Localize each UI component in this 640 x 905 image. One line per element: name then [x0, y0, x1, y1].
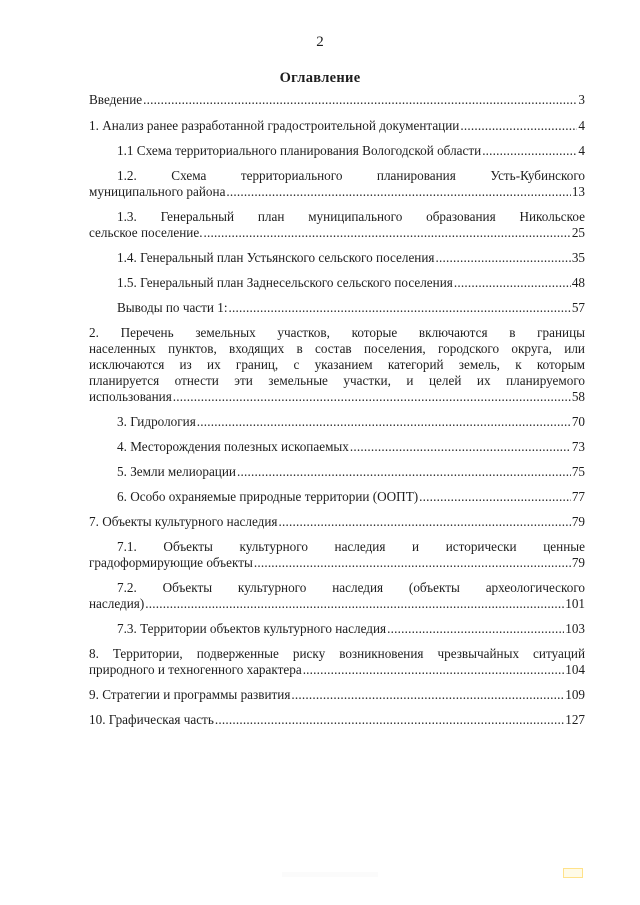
toc-page-number: 109	[565, 687, 585, 702]
toc-entry-label: муниципального района	[89, 184, 226, 199]
toc-entry-label: 5. Земли мелиорации	[117, 464, 236, 479]
toc-page-number: 25	[571, 225, 585, 240]
scan-smudge	[282, 872, 378, 877]
toc-entry-label: использования	[89, 389, 172, 404]
toc-page-number: 127	[565, 712, 585, 727]
toc-entry-label-line1: 7.1. Объекты культурного наследия и исторически ценные	[117, 539, 585, 554]
toc-entry-section-6[interactable]	[89, 489, 585, 505]
dot-leader	[254, 555, 571, 571]
toc-page-number: 73	[571, 439, 585, 454]
dot-leader	[303, 662, 565, 678]
toc-entry-label: 6. Особо охраняемые природные территории (ООПТ)	[117, 489, 419, 504]
toc-entry-section-1-4[interactable]	[89, 250, 585, 266]
toc-page-number: 57	[571, 300, 585, 315]
toc-page-number: 4	[578, 118, 585, 133]
toc-page-number: 103	[565, 621, 585, 636]
toc-entry-label: 7. Объекты культурного наследия	[89, 514, 278, 529]
toc-entry-section-1-3[interactable]	[89, 209, 585, 241]
dot-leader	[454, 275, 571, 291]
dot-leader	[226, 184, 570, 200]
page-number: 2	[316, 34, 324, 50]
toc-page-number: 3	[578, 92, 585, 107]
toc-page-number: 79	[571, 555, 585, 570]
dot-leader	[143, 92, 577, 108]
toc-entry-label: 9. Стратегии и программы развития	[89, 687, 291, 702]
toc-page-number: 13	[571, 184, 585, 199]
toc-entry-label: 1. Анализ ранее разработанной градостроительной документации	[89, 118, 460, 133]
toc-entry-label-line2: населенных пунктов, входящих в состав поселения, городского округа, или	[89, 341, 585, 356]
toc-entry-section-1-2[interactable]	[89, 168, 585, 200]
toc-entry-section-1-5[interactable]	[89, 275, 585, 291]
toc-entry-section-4[interactable]	[89, 439, 585, 455]
toc-entry-label: Введение	[89, 92, 143, 107]
toc-entry-section-7[interactable]	[89, 514, 585, 530]
table-of-contents	[89, 90, 585, 728]
dot-leader	[460, 118, 577, 134]
toc-entry-section-1-1[interactable]	[89, 143, 585, 159]
toc-entry-label-line4: планируется отнести эти земельные участки, и целей их планируемого	[89, 373, 585, 388]
dot-leader	[350, 439, 571, 455]
dot-leader	[204, 225, 571, 241]
toc-entry-label: сельское поселение.	[89, 225, 203, 240]
toc-entry-label-line1: 7.2. Объекты культурного наследия (объекты археологического	[117, 580, 585, 595]
toc-page-number: 58	[571, 389, 585, 404]
toc-entry-label: 1.5. Генеральный план Заднесельского сельского поселения	[117, 275, 453, 290]
dot-leader	[237, 464, 571, 480]
toc-entry-label-line1: 8. Территории, подверженные риску возникновения чрезвычайных ситуаций	[89, 646, 585, 661]
toc-entry-label: 1.1 Схема территориального планирования Вологодской области	[117, 143, 482, 158]
toc-title: Оглавление	[279, 70, 361, 86]
dot-leader	[215, 712, 564, 728]
toc-entry-section-7-1[interactable]	[89, 539, 585, 571]
toc-entry-introduction[interactable]	[89, 92, 585, 108]
dot-leader	[173, 389, 571, 405]
toc-entry-label: 3. Гидрология	[117, 414, 196, 429]
toc-page-number: 75	[571, 464, 585, 479]
toc-entry-section-9[interactable]	[89, 687, 585, 703]
dot-leader	[387, 621, 564, 637]
dot-leader	[419, 489, 571, 505]
toc-page-number: 101	[565, 596, 585, 611]
toc-entry-label: 4. Месторождения полезных ископаемых	[117, 439, 349, 454]
toc-entry-section-2[interactable]	[89, 325, 585, 405]
toc-entry-label-line3: исключаются из их границ, с указанием категорий земель, к которым	[89, 357, 585, 372]
dot-leader	[197, 414, 571, 430]
toc-page-number: 48	[571, 275, 585, 290]
dot-leader	[229, 300, 571, 316]
toc-page-number: 104	[565, 662, 585, 677]
toc-entry-label-line1: 1.3. Генеральный план муниципального образования Никольское	[117, 209, 585, 224]
toc-entry-section-10[interactable]	[89, 712, 585, 728]
toc-entry-section-8[interactable]	[89, 646, 585, 678]
toc-entry-label: Выводы по части 1:	[117, 300, 228, 315]
dot-leader	[279, 514, 571, 530]
toc-page-number: 70	[571, 414, 585, 429]
toc-page-number: 4	[578, 143, 585, 158]
toc-entry-section-7-2[interactable]	[89, 580, 585, 612]
dot-leader	[482, 143, 577, 159]
toc-entry-label: 1.4. Генеральный план Устьянского сельского поселения	[117, 250, 435, 265]
toc-entry-label: 7.3. Территории объектов культурного наследия	[117, 621, 387, 636]
toc-entry-label: природного и техногенного характера	[89, 662, 302, 677]
toc-entry-label-line1: 2. Перечень земельных участков, которые включаются в границы	[89, 325, 585, 340]
toc-entry-label-line1: 1.2. Схема территориального планирования Усть-Кубинского	[117, 168, 585, 183]
toc-entry-section-1[interactable]	[89, 118, 585, 134]
toc-entry-label: градоформирующие объекты	[89, 555, 253, 570]
dot-leader	[435, 250, 570, 266]
toc-entry-section-5[interactable]	[89, 464, 585, 480]
dot-leader	[145, 596, 564, 612]
toc-entry-conclusions-part-1[interactable]	[89, 300, 585, 316]
scan-marker	[563, 868, 583, 878]
toc-page-number: 79	[571, 514, 585, 529]
toc-page-number: 35	[571, 250, 585, 265]
toc-entry-section-3[interactable]	[89, 414, 585, 430]
toc-page-number: 77	[571, 489, 585, 504]
toc-entry-section-7-3[interactable]	[89, 621, 585, 637]
dot-leader	[291, 687, 564, 703]
toc-entry-label: 10. Графическая часть	[89, 712, 214, 727]
toc-entry-label: наследия)	[89, 596, 145, 611]
